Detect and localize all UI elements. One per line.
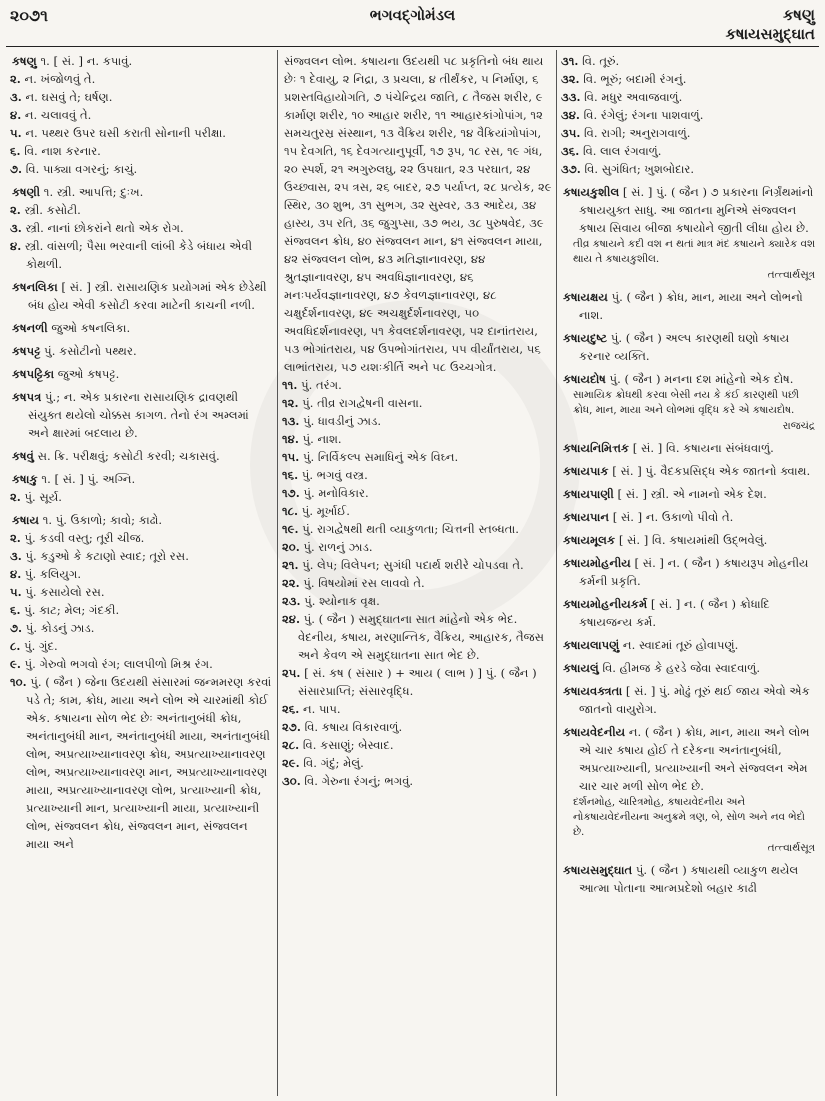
dictionary-entry — [563, 508, 815, 526]
headword: કષાકુ — [12, 472, 38, 486]
dictionary-entry — [12, 365, 273, 383]
guide-word-last: કષાયસમુદ્ઘાત — [725, 24, 815, 43]
sense-number: ૧૭. — [282, 486, 300, 500]
sense-entry — [284, 430, 552, 448]
columns — [6, 50, 819, 1096]
sense-entry — [284, 502, 552, 520]
sense-entry — [284, 592, 552, 610]
definition-text: પું. રાળનું ઝાડ. — [299, 540, 373, 554]
definition-text: [ સં. ] પું. મોઢું તૂરું થઈ જાય એવો એક જાતનો વાયુરોગ. — [579, 684, 810, 716]
definition-text: પું. ( જૈન ) જેના ઉદયથી સંસારમાં જન્મમરણ કરવાં પડે તે; કામ, ક્રોધ, માયા અને લોભ એ ચારમાંથી કોઈ એક. કષાયના સોળ ભેદ છેઃ અનંતાનુબંધી ક્રોધ, અનંતાનુબંધી માન, અનંતાનુબંધી માયા, અનંતાનુબંધી લોભ, અપ્રત્યાખ્યાનાવરણ ક્રોધ, અપ્રત્યાખ્યાનાવરણ લોભ, અપ્રત્યાખ્યાનાવરણ માન, અપ્રત્યાખ્યાનાવરણ માયા, અપ્રત્યાખ્યાનાવરણ લોભ, પ્રત્યાખ્યાની ક્રોધ, પ્રત્યાખ્યાની માન, પ્રત્યાખ્યાની માયા, પ્રત્યાખ્યાની લોભ, સંજ્વલન ક્રોધ, સંજ્વલન માન, સંજ્વલન માયા અને — [26, 675, 272, 851]
headword: કષવું — [12, 449, 34, 463]
sense-entry — [12, 488, 273, 506]
definition-text: વિ. નાશ કરનાર. — [20, 144, 101, 158]
definition-text: પું. ગેરુવો ભગવો રંગ; લાલપીળો મિશ્ર રંગ. — [20, 657, 213, 671]
dictionary-entry — [563, 462, 815, 480]
headword: કષાયક્ષય — [563, 290, 608, 304]
definition-text: પું. કસાયેલો રસ. — [21, 585, 105, 599]
definition-text: [ સં. ] ન. ઉકાળો પીવો તે. — [609, 510, 734, 524]
sense-number: ૨૬. — [282, 702, 300, 716]
sense-entry — [284, 574, 552, 592]
definition-text: ન. ઘસવું તે; ઘર્ષણ. — [21, 90, 113, 104]
sense-entry — [12, 237, 273, 273]
sense-number: ૧૫. — [282, 450, 300, 464]
definition-text: પું. રાગદ્વેષથી થતી વ્યાકુળતા; ચિત્તની સ્તબ્ધતા. — [298, 522, 519, 536]
sense-number: ૪. — [10, 239, 22, 253]
headword: કષાયમોહનીય — [563, 556, 631, 570]
sense-entry — [12, 673, 273, 853]
dictionary-entry — [563, 723, 815, 795]
sense-number: ૩૧. — [561, 54, 579, 68]
sense-number: ૩૦. — [282, 774, 301, 788]
definition-text: પું. ( જૈન ) ક્રોધ, માન, માયા અને લોભનો નાશ. — [579, 290, 803, 322]
definition-text: ૧. [ સં. ] પું. અગ્નિ. — [37, 472, 136, 486]
sense-number: ૬. — [10, 603, 21, 617]
definition-text: પું. તરંગ. — [297, 378, 342, 392]
headword: કષાય — [12, 513, 40, 527]
column-2 — [278, 50, 557, 1096]
definition-text: ન. પાપ. — [299, 702, 341, 716]
headword: કષપત્ર — [12, 390, 42, 404]
dictionary-entry — [563, 595, 815, 631]
definition-text: [ સં. ] વિ. કષાયના સંબંધવાળું. — [629, 441, 774, 455]
book-title: ભગવદ્ગોમંડલ — [369, 6, 456, 24]
sense-number: ૨૯. — [282, 756, 300, 770]
column-1 — [6, 50, 278, 1096]
definition-text: વિ. કસાણું; બેસ્વાદ. — [299, 738, 394, 752]
headword: કષાયદુષ્ટ — [563, 331, 608, 345]
sense-entry — [12, 160, 273, 178]
sense-number: ૨. — [10, 490, 21, 504]
headword: કષાયવક્ત્રતા — [563, 684, 623, 698]
sense-number: ૩. — [10, 221, 22, 235]
sense-entry — [12, 529, 273, 547]
definition-text: [ સં. ] ન. ( જૈન ) કષાયરૂપ મોહનીય કર્મની પ્રકૃતિ. — [579, 556, 809, 588]
definition-text: પું. કોડનું ઝાડ. — [22, 621, 95, 635]
page-header — [6, 0, 819, 47]
headword: કષાયસમુદ્ઘાત — [563, 863, 633, 877]
dictionary-entry — [563, 636, 815, 654]
definition-text: વિ. લાલ રંગવાળું. — [579, 144, 662, 158]
sense-number: ૨૩. — [282, 594, 301, 608]
quotation: તીવ્ર કષાયને કદી વશ ન થતાં માત્ર મંદ કષાયને ક્યારેક વશ થાય તે કષાયકુશીલ. — [573, 238, 815, 265]
sense-entry — [284, 754, 552, 772]
headword: કષાયલાપણું — [563, 638, 620, 652]
definition-text: પું. ગુંદ. — [20, 639, 58, 653]
sense-entry — [284, 520, 552, 538]
sense-number: ૬. — [10, 144, 21, 158]
sense-entry — [12, 601, 273, 619]
headword: કષાયકુશીલ — [563, 185, 620, 199]
sense-number: ૩૩. — [561, 90, 581, 104]
dictionary-entry — [12, 342, 273, 360]
sense-entry — [563, 142, 815, 160]
definition-text: પું. વિષયોમાં રસ લાવવો તે. — [299, 576, 425, 590]
sense-number: ૭. — [10, 162, 23, 176]
headword: કષાયમૂલક — [563, 533, 616, 547]
sense-number: ૧૮. — [282, 504, 299, 518]
sense-number: ૨. — [10, 72, 21, 86]
dictionary-entry — [12, 511, 273, 529]
definition-text: સ. ક્રિ. પરીક્ષવું; કસોટી કરવી; ચકાસવું. — [33, 449, 220, 463]
sense-entry — [12, 142, 273, 160]
sense-number: ૨૨. — [282, 576, 300, 590]
sense-number: ૪. — [10, 567, 22, 581]
definition-text: પું.; ન. એક પ્રકારના રાસાયણિક દ્રાવણથી સંયુક્ત થયેલો ચોક્કસ કાગળ. તેનો રંગ અમ્લમાં અને ક્ષારમાં બદલાય છે. — [28, 390, 249, 440]
sense-entry — [12, 565, 273, 583]
sense-entry — [12, 201, 273, 219]
sense-entry — [12, 219, 273, 237]
definition-text: [ સં. ] સ્ત્રી. એ નામનો એક દેશ. — [613, 487, 767, 501]
sense-entry — [563, 88, 815, 106]
headword: કષપટ્ટિકા — [12, 367, 55, 381]
page-number: ૨૦૭૧ — [10, 6, 48, 25]
sense-number: ૫. — [10, 126, 22, 140]
sense-entry — [284, 736, 552, 754]
dictionary-entry — [563, 531, 815, 549]
definition-text: પું. કલિયુગ. — [21, 567, 82, 581]
definition-text: જુઓ કષનલિકા. — [47, 321, 131, 335]
sense-entry — [284, 412, 552, 430]
headword: કષનલિકા — [12, 280, 58, 294]
definition-text: વિ. સુગંધિત; ખુશબોદાર. — [580, 162, 695, 176]
definition-text: [ સં. ] ન. ( જૈન ) ક્રોધાદિ કષાયજન્ય કર્મ. — [579, 597, 770, 629]
sense-number: ૭. — [10, 621, 23, 635]
sense-number: ૩૨. — [561, 72, 580, 86]
sense-entry — [284, 664, 552, 700]
sense-number: ૪. — [10, 108, 22, 122]
continued-text: સંજ્વલન લોભ. કષાયના ઉદયથી ૫૮ પ્રકૃતિનો બંધ થાય છેઃ ૧ દેવાયુ, ૨ નિદ્રા, ૩ પ્રચલા, ૪ તીર્થંકર, ૫ નિર્માણ, ૬ પ્રશસ્તવિહાયોગતિ, ૭ પંચેન્દ્રિય જાતિ, ૮ તૈજસ શરીર, ૯ કાર્માણ શરીર, ૧૦ આહાર શરીર, ૧૧ આહારકાંગોપાંગ, ૧૨ સમચતુરસ્ર સંસ્થાન, ૧૩ વૈક્રિય શરીર, ૧૪ વૈક્રિયાંગોપાંગ, ૧૫ દેવગતિ, ૧૬ દેવગત્યાનુપૂર્વી, ૧૭ રૂપ, ૧૮ રસ, ૧૯ ગંધ, ૨૦ સ્પર્શ, ૨૧ અગુરુલઘુ, ૨૨ ઉપઘાત, ૨૩ પરઘાત, ૨૪ ઉચ્છ્વાસ, ૨૫ ત્રસ, ૨૬ બાદર, ૨૭ પર્યાપ્ત, ૨૮ પ્રત્યેક, ૨૯ સ્થિર, ૩૦ શુભ, ૩૧ સુભગ, ૩૨ સુસ્વર, ૩૩ આદેય, ૩૪ હાસ્ય, ૩૫ રતિ, ૩૬ જુગુપ્સા, ૩૭ ભય, ૩૮ પુરુષવેદ, ૩૯ સંજ્વલન ક્રોધ, ૪૦ સંજ્વલન માન, ૪૧ સંજ્વલન માયા, ૪૨ સંજ્વલન લોભ, ૪૩ મતિજ્ઞાનાવરણ, ૪૪ શ્રુતજ્ઞાનાવરણ, ૪૫ અવધિજ્ઞાનાવરણ, ૪૬ મનઃપર્યવજ્ઞાનાવરણ, ૪૭ કેવળજ્ઞાનાવરણ, ૪૮ ચક્ષુર્દર્શનાવરણ, ૪૯ અચક્ષુર્દર્શનાવરણ, ૫૦ અવધિદર્શનાવરણ, ૫૧ કેવલદર્શનાવરણ, ૫૨ દાનાંતરાય, ૫૩ ભોગાંતરાય, ૫૪ ઉપભોગાંતરાય, ૫૫ વીર્યાંતરાય, ૫૬ લાભાંતરાય, ૫૭ યશઃકીર્તિ અને ૫૮ ઉચ્ચગોત્ર. — [284, 54, 552, 374]
dictionary-entry — [12, 470, 273, 488]
sense-number: ૨૧. — [282, 558, 299, 572]
definition-text: પું. કાટ; મેલ; ગંદકી. — [20, 603, 120, 617]
definition-text: ૧. સ્ત્રી. આપત્તિ; દુઃખ. — [40, 185, 144, 199]
sense-number: ૧૩. — [282, 414, 300, 428]
definition-text: પું. ભગવું વસ્ત્ર. — [298, 468, 368, 482]
headword: કષાયપાણી — [563, 487, 614, 501]
headword: કષણુ — [12, 54, 37, 68]
headword: કષાયલું — [563, 661, 599, 675]
sense-number: ૨. — [10, 203, 21, 217]
definition-text: વિ. ભૂરું; બદામી રંગનું. — [579, 72, 687, 86]
quotation-source: તત્ત્વાર્થસૂત્ર — [767, 269, 815, 281]
sense-entry — [12, 88, 273, 106]
sense-entry — [12, 70, 273, 88]
definition-text: સ્ત્રી. વાંસળી; પૈસા ભરવાની લાંબી કેડે બંધાય એવી કોથળી. — [21, 239, 253, 271]
sense-entry — [563, 70, 815, 88]
sense-entry — [284, 466, 552, 484]
sense-entry — [284, 610, 552, 664]
definition-text: ૧. [ સં. ] ન. કપાવું. — [36, 54, 133, 68]
definition-text: વિ. ગેરુના રંગનું; ભગવું. — [300, 774, 414, 788]
dictionary-entry — [563, 554, 815, 590]
sense-entry — [12, 124, 273, 142]
sense-number: ૨. — [10, 531, 21, 545]
sense-entry — [12, 637, 273, 655]
headword: કષાયપાન — [563, 510, 610, 524]
definition-text: પું. લેપ; વિલેપન; સુગંધી પદાર્થ શરીરે ચોપડવા તે. — [298, 558, 524, 572]
dictionary-entry — [563, 183, 815, 237]
dictionary-entry — [563, 861, 815, 897]
sense-number: ૨૫. — [282, 666, 301, 680]
sense-number: ૨૦. — [282, 540, 300, 554]
sense-number: ૩૫. — [561, 126, 581, 140]
dictionary-entry — [563, 370, 815, 388]
definition-text: પું. ( જૈન ) અલ્પ કારણથી ઘણો કષાય કરનાર વ્યક્તિ. — [579, 331, 790, 363]
dictionary-entry — [563, 329, 815, 365]
sense-entry — [12, 106, 273, 124]
sense-entry — [284, 394, 552, 412]
definition-text: પું. સૂર્ય. — [20, 490, 62, 504]
definition-text: [ સં. ] સ્ત્રી. રાસાયણિક પ્રયોગમાં એક છેડેથી બંધ હોય એવી કસોટી કરવા માટેની કાચની નળી. — [28, 280, 267, 312]
sense-entry — [284, 448, 552, 466]
dictionary-entry — [12, 388, 273, 442]
definition-text: વિ. તૂરું. — [578, 54, 620, 68]
sense-number: ૧૨. — [282, 396, 299, 410]
dictionary-entry — [12, 183, 273, 201]
sense-number: ૮. — [10, 639, 21, 653]
guide-words — [726, 6, 815, 44]
definition-text: [ સં. ] પું. વૈદકપ્રસિદ્ધ એક જાતનો ક્વાથ. — [608, 464, 811, 478]
definition-text: પું. ( જૈન ) કષાયથી વ્યાકુળ થયેલ આત્મા પોતાના આત્મપ્રદેશો બહાર કાઢી — [579, 863, 799, 895]
dictionary-entry — [563, 439, 815, 457]
sense-entry — [12, 619, 273, 637]
sense-entry — [12, 547, 273, 565]
sense-entry — [563, 160, 815, 178]
sense-entry — [284, 556, 552, 574]
definition-text: પું. ( જૈન ) સમુદ્ઘાતના સાત માંહેનો એક ભેદ. વેદનીય, કષાય, મરણાન્તિક, વૈક્રિય, આહારક, તૈજસ અને કેવળ એ સમુદ્ઘાતના સાત ભેદ છે. — [298, 612, 545, 662]
sense-number: ૧૯. — [282, 522, 299, 536]
sense-number: ૯. — [10, 657, 21, 671]
sense-entry — [284, 376, 552, 394]
definition-text: વિ. હીમજ કે હરડે જેવા સ્વાદવાળું. — [598, 661, 761, 675]
definition-text: પું. કડુઓ કે કટાણો સ્વાદ; તૂરો રસ. — [21, 549, 189, 563]
headword: કષણી — [12, 185, 41, 199]
definition-text: ન. સ્વાદમાં તૂરું હોવાપણું. — [619, 638, 739, 652]
quotation: દર્શનમોહ, ચારિત્રમોહ, કષાયવેદનીય અને નોકષાયવેદનીયના અનુક્રમે ત્રણ, બે, સોળ અને નવ ભેદો છે. — [573, 796, 805, 838]
sense-number: ૧૧. — [282, 378, 298, 392]
headword: કષાયપાક — [563, 464, 609, 478]
quotation-source: રાજચંદ્ર — [782, 420, 815, 432]
definition-text: વિ. મધુર અવાજવાળું. — [580, 90, 683, 104]
headword: કષનળી — [12, 321, 48, 335]
definition-text: ન. પથ્થર ઉપર ઘસી કરાતી સોનાની પરીક્ષા. — [21, 126, 226, 140]
sense-number: ૩. — [10, 90, 22, 104]
dictionary-entry — [563, 682, 815, 718]
definition-text: પું. મૂર્ખાઈ. — [298, 504, 350, 518]
definition-text: [ સં. ] વિ. કષાયમાંથી ઉદ્ભવેલું. — [615, 533, 768, 547]
quotation-source: તત્ત્વાર્થસૂત્ર — [767, 842, 815, 854]
definition-text: સ્ત્રી. નાનાં છોકરાંને થતો એક રોગ. — [21, 221, 184, 235]
headword: કષપટ્ટ — [12, 344, 41, 358]
sense-entry — [12, 655, 273, 673]
dictionary-entry — [12, 319, 273, 337]
definition-text: ન. ( જૈન ) ક્રોધ, માન, માયા અને લોભ એ ચાર કષાય હોઈ તે દરેકના અનંતાનુબંધી, અપ્રત્યાખ્યાની, પ્રત્યાખ્યાની અને સંજ્વલન એમ ચાર ચાર મળી સોળ ભેદ છે. — [579, 725, 810, 793]
definition-text: પું. શ્યોનાક વૃક્ષ. — [300, 594, 380, 608]
sense-number: ૧૦. — [10, 675, 27, 689]
headword: કષાયમોહનીયકર્મ — [563, 597, 648, 611]
sense-number: ૩૬. — [561, 144, 580, 158]
definition-text: ન. ખંજોળવું તે. — [20, 72, 96, 86]
dictionary-entry — [563, 485, 815, 503]
sense-number: ૩. — [10, 549, 22, 563]
sense-entry — [284, 538, 552, 556]
sense-entry — [284, 718, 552, 736]
definition-text: વિ. કષાય વિકારવાળું. — [300, 720, 403, 734]
definition-text: ૧. પું. ઉકાળો; કાવો; કાઢો. — [39, 513, 163, 527]
sense-number: ૨૮. — [282, 738, 300, 752]
definition-text: [ સં. ] પું. ( જૈન ) ૭ પ્રકારના નિર્ગ્રંથમાંનો કષાયયુક્ત સાધુ. આ જાતના મુનિએ સંજ્વલન કષાય સિવાય બીજા કષાયોને જીતી લીધા હોય છે. — [579, 185, 814, 235]
sense-number: ૧૪. — [282, 432, 299, 446]
definition-text: પું. ધાવડીનું ઝાડ. — [299, 414, 382, 428]
sense-number: ૫. — [10, 585, 22, 599]
dictionary-entry — [563, 659, 815, 677]
sense-entry — [12, 583, 273, 601]
definition-text: પું. કડવી વસ્તુ; તૂરી ચીજ. — [20, 531, 145, 545]
definition-text: વિ. ગંદું; મેલું. — [299, 756, 364, 770]
sense-number: ૩૭. — [561, 162, 581, 176]
dictionary-entry — [563, 288, 815, 324]
definition-text: જુઓ કષપટ્ટ. — [54, 367, 120, 381]
definition-text: પું. નાશ. — [298, 432, 342, 446]
definition-text: ન. ચલાવવું તે. — [21, 108, 92, 122]
definition-text: વિ. પાક્યા વગરનું; કાચું. — [22, 162, 138, 176]
guide-word-first: કષણુ — [782, 6, 815, 24]
definition-text: સ્ત્રી. કસોટી. — [20, 203, 81, 217]
definition-text: પું. ( જૈન ) મનના દશ માંહેનો એક દોષ. — [605, 372, 794, 386]
sense-entry — [284, 772, 552, 790]
headword: કષાયવેદનીય — [563, 725, 626, 739]
definition-text: પું. નિર્વિકલ્પ સમાધિનું એક વિઘ્ન. — [299, 450, 459, 464]
sense-entry — [563, 124, 815, 142]
quotation: સામાયિક ક્રોધથી કરવા બેસી નય કે કંઈ કારણથી પછી ક્રોધ, માન, માયા અને લોભમાં વૃદ્ધિ કરે એ કષાયદોષ. — [573, 389, 799, 416]
column-3 — [557, 50, 819, 1096]
definition-text: વિ. રાગી; અનુરાગવાળું. — [580, 126, 691, 140]
dictionary-entry — [12, 52, 273, 70]
dictionary-entry — [12, 447, 273, 465]
sense-entry — [284, 700, 552, 718]
definition-text: પું. મનોવિકાર. — [299, 486, 369, 500]
dictionary-entry — [12, 278, 273, 314]
sense-entry — [563, 106, 815, 124]
sense-number: ૨૪. — [282, 612, 301, 626]
definition-text: [ સં. કષ ( સંસાર ) + આય ( લાભ ) ] પું. ( જૈન ) સંસારપ્રાપ્તિ; સંસારવૃદ્ધિ. — [298, 666, 537, 698]
headword: કષાયદોષ — [563, 372, 606, 386]
definition-text: વિ. રંગેલું; રંગના પાશવાળું. — [579, 108, 704, 122]
sense-entry — [563, 52, 815, 70]
definition-text: પું. કસોટીનો પથ્થર. — [40, 344, 137, 358]
headword: કષાયનિમિત્તક — [563, 441, 630, 455]
definition-text: પું. તીવ્ર રાગદ્વેષની વાસના. — [298, 396, 423, 410]
sense-entry — [284, 484, 552, 502]
sense-number: ૩૪. — [561, 108, 580, 122]
sense-number: ૨૭. — [282, 720, 301, 734]
sense-number: ૧૬. — [282, 468, 299, 482]
